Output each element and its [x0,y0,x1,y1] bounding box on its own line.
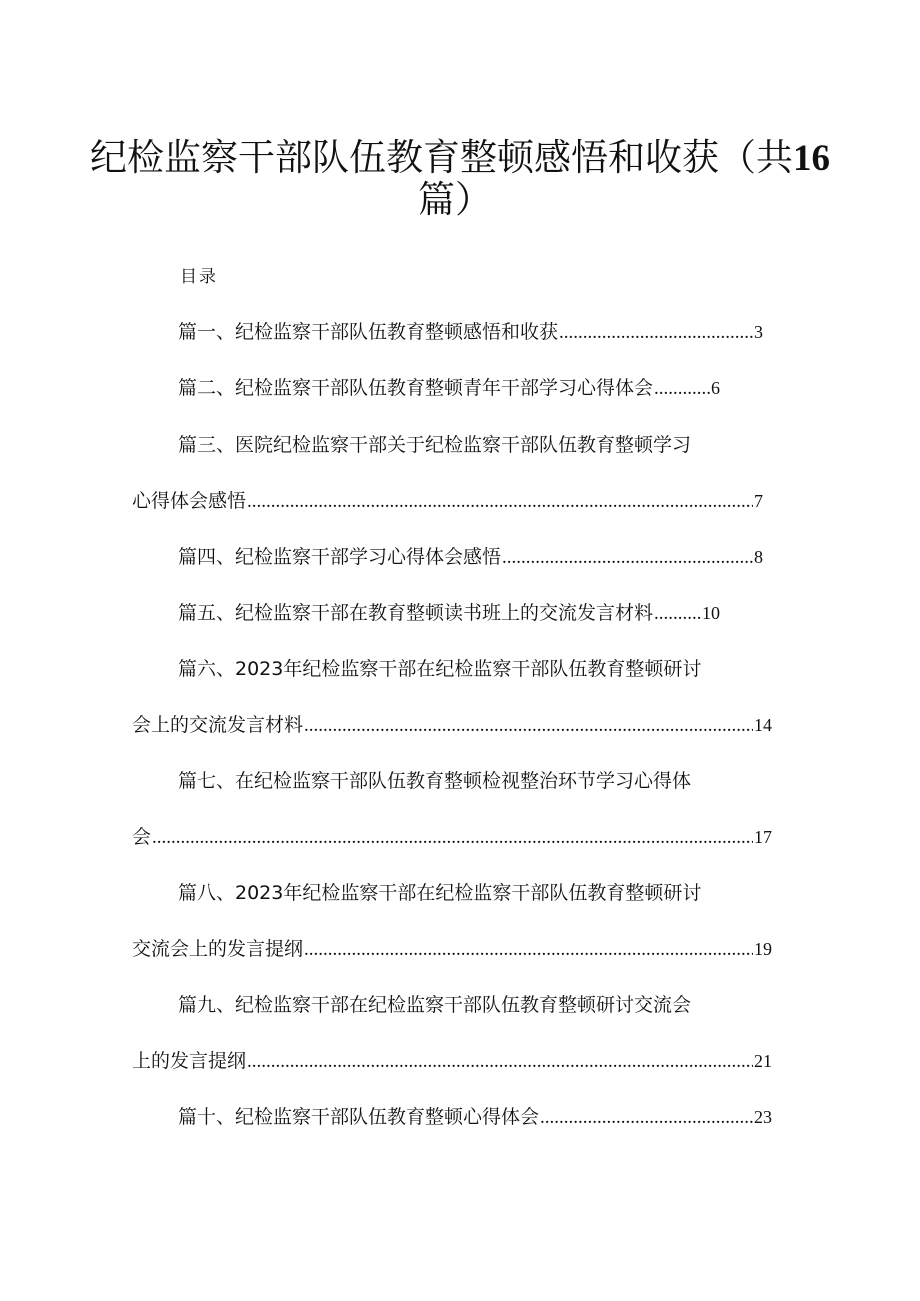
toc-entry-title: 会上的交流发言材料 [132,714,304,736]
toc-entry-title: 会 [132,826,152,848]
toc-entry-5[interactable] [178,601,720,626]
toc-entry-8[interactable] [132,937,772,962]
toc-entry-page: 7 [754,491,763,511]
toc-entry-7-first-line[interactable]: 篇七、在纪检监察干部队伍教育整顿检视整治环节学习心得体 [178,770,692,792]
toc-entry-8-first-line[interactable]: 篇八、2023年纪检监察干部在纪检监察干部队伍教育整顿研讨 [178,882,702,904]
toc-entry-title: 交流会上的发言提纲 [132,938,304,960]
toc-entry-9[interactable] [132,1049,772,1074]
toc-entry-page: 14 [754,715,772,735]
dot-leader [152,826,753,850]
toc-entry-page: 17 [754,827,772,847]
toc-entry-title: 篇四、纪检监察干部学习心得体会感悟 [178,546,502,568]
dot-leader [304,714,753,738]
toc-entry-title: 篇五、纪检监察干部在教育整顿读书班上的交流发言材料 [178,602,654,624]
dot-leader [247,1050,753,1074]
toc-entry-6[interactable] [132,713,772,738]
document-title-line-1 [0,138,920,179]
toc-entry-page: 8 [754,547,763,567]
toc-entry-3[interactable] [132,489,763,514]
title-text: 纪检监察干部队伍教育整顿感悟和收获（共 [90,136,793,179]
dot-leader [304,938,753,962]
title-count: 16 [793,138,830,179]
toc-entry-10[interactable] [178,1105,772,1130]
toc-entry-title: 上的发言提纲 [132,1050,247,1072]
dot-leader [654,377,710,401]
toc-entry-title: 篇十、纪检监察干部队伍教育整顿心得体会 [178,1106,540,1128]
toc-entry-page: 10 [702,603,720,623]
toc-entry-title: 心得体会感悟 [132,490,247,512]
toc-entry-page: 23 [754,1107,772,1127]
toc-entry-page: 6 [711,378,720,398]
dot-leader [559,321,753,345]
toc-entry-7[interactable] [132,825,772,850]
toc-entry-page: 3 [754,322,763,342]
toc-entry-page: 19 [754,939,772,959]
dot-leader [247,490,753,514]
document-title-line-2: 篇） [418,178,492,221]
dot-leader [502,546,753,570]
toc-entry-title: 篇二、纪检监察干部队伍教育整顿青年干部学习心得体会 [178,377,654,399]
dot-leader [540,1106,753,1130]
toc-label: 目录 [180,267,218,287]
toc-entry-3-first-line[interactable]: 篇三、医院纪检监察干部关于纪检监察干部队伍教育整顿学习 [178,434,692,456]
toc-entry-page: 21 [754,1051,772,1071]
dot-leader [654,602,701,626]
toc-entry-2[interactable] [178,376,720,401]
toc-entry-title: 篇一、纪检监察干部队伍教育整顿感悟和收获 [178,321,559,343]
toc-entry-6-first-line[interactable]: 篇六、2023年纪检监察干部在纪检监察干部队伍教育整顿研讨 [178,658,702,680]
toc-entry-9-first-line[interactable]: 篇九、纪检监察干部在纪检监察干部队伍教育整顿研讨交流会 [178,994,692,1016]
toc-entry-1[interactable] [178,320,763,345]
toc-entry-4[interactable] [178,545,763,570]
